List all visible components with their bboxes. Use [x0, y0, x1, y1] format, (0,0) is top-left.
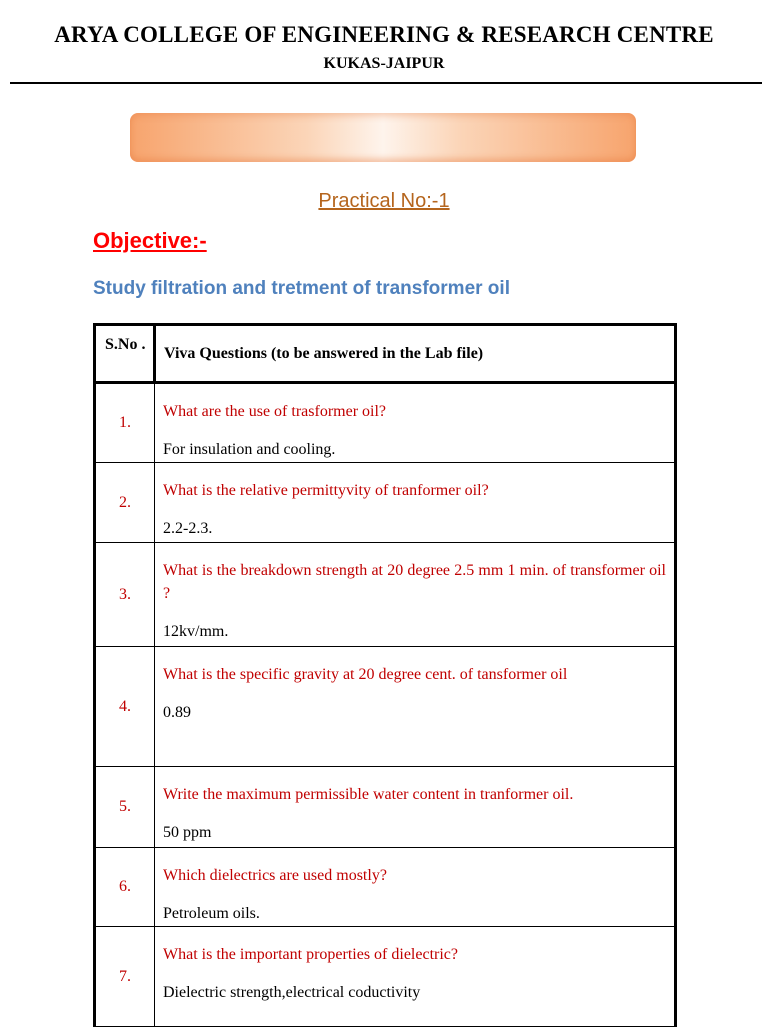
- row-content: [155, 767, 676, 848]
- table-row: [95, 848, 676, 927]
- row-number: 2.: [95, 463, 155, 543]
- objective-text: Study filtration and tretment of transformer oil: [93, 278, 510, 299]
- answer-text: 12kv/mm.: [163, 623, 229, 640]
- table-header-row: [95, 325, 676, 383]
- practical-title: Practical No:-1: [318, 190, 450, 212]
- decorative-banner: [130, 113, 636, 162]
- row-number: 6.: [95, 848, 155, 927]
- question-text: What is the specific gravity at 20 degree cent. of tansformer oil: [163, 666, 568, 683]
- row-content: [155, 463, 676, 543]
- header-question: Viva Questions (to be answered in the Lab file): [155, 325, 676, 383]
- table-row: [95, 383, 676, 463]
- row-number: 7.: [95, 927, 155, 1027]
- row-number: 3.: [95, 543, 155, 647]
- row-content: [155, 647, 676, 767]
- answer-text: 0.89: [163, 704, 191, 721]
- table-row: [95, 927, 676, 1027]
- question-text: What is the breakdown strength at 20 degree 2.5 mm 1 min. of transformer oil ?: [163, 562, 666, 602]
- table-row: [95, 543, 676, 647]
- header-divider: [10, 82, 762, 84]
- table-row: [95, 647, 676, 767]
- row-content: [155, 383, 676, 463]
- college-name: ARYA COLLEGE OF ENGINEERING & RESEARCH CENTRE: [54, 22, 714, 47]
- question-text: Which dielectrics are used mostly?: [163, 867, 387, 884]
- answer-text: Dielectric strength,electrical coductivity: [163, 984, 421, 1001]
- row-content: [155, 543, 676, 647]
- answer-text: 50 ppm: [163, 824, 212, 841]
- answer-text: Petroleum oils.: [163, 905, 260, 922]
- row-content: [155, 848, 676, 927]
- college-location: KUKAS-JAIPUR: [323, 55, 445, 72]
- table-row: [95, 767, 676, 848]
- row-number: 4.: [95, 647, 155, 767]
- header-sno: S.No .: [95, 325, 155, 383]
- row-number: 1.: [95, 383, 155, 463]
- answer-text: For insulation and cooling.: [163, 441, 336, 458]
- viva-questions-table: [93, 323, 677, 1027]
- answer-text: 2.2-2.3.: [163, 520, 213, 537]
- question-text: What is the relative permittyvity of tranformer oil?: [163, 482, 489, 499]
- row-content: [155, 927, 676, 1027]
- objective-label: Objective:-: [93, 228, 207, 253]
- question-text: What are the use of trasformer oil?: [163, 403, 387, 420]
- row-number: 5.: [95, 767, 155, 848]
- question-text: Write the maximum permissible water content in tranformer oil.: [163, 786, 574, 803]
- question-text: What is the important properties of dielectric?: [163, 946, 458, 963]
- table-row: [95, 463, 676, 543]
